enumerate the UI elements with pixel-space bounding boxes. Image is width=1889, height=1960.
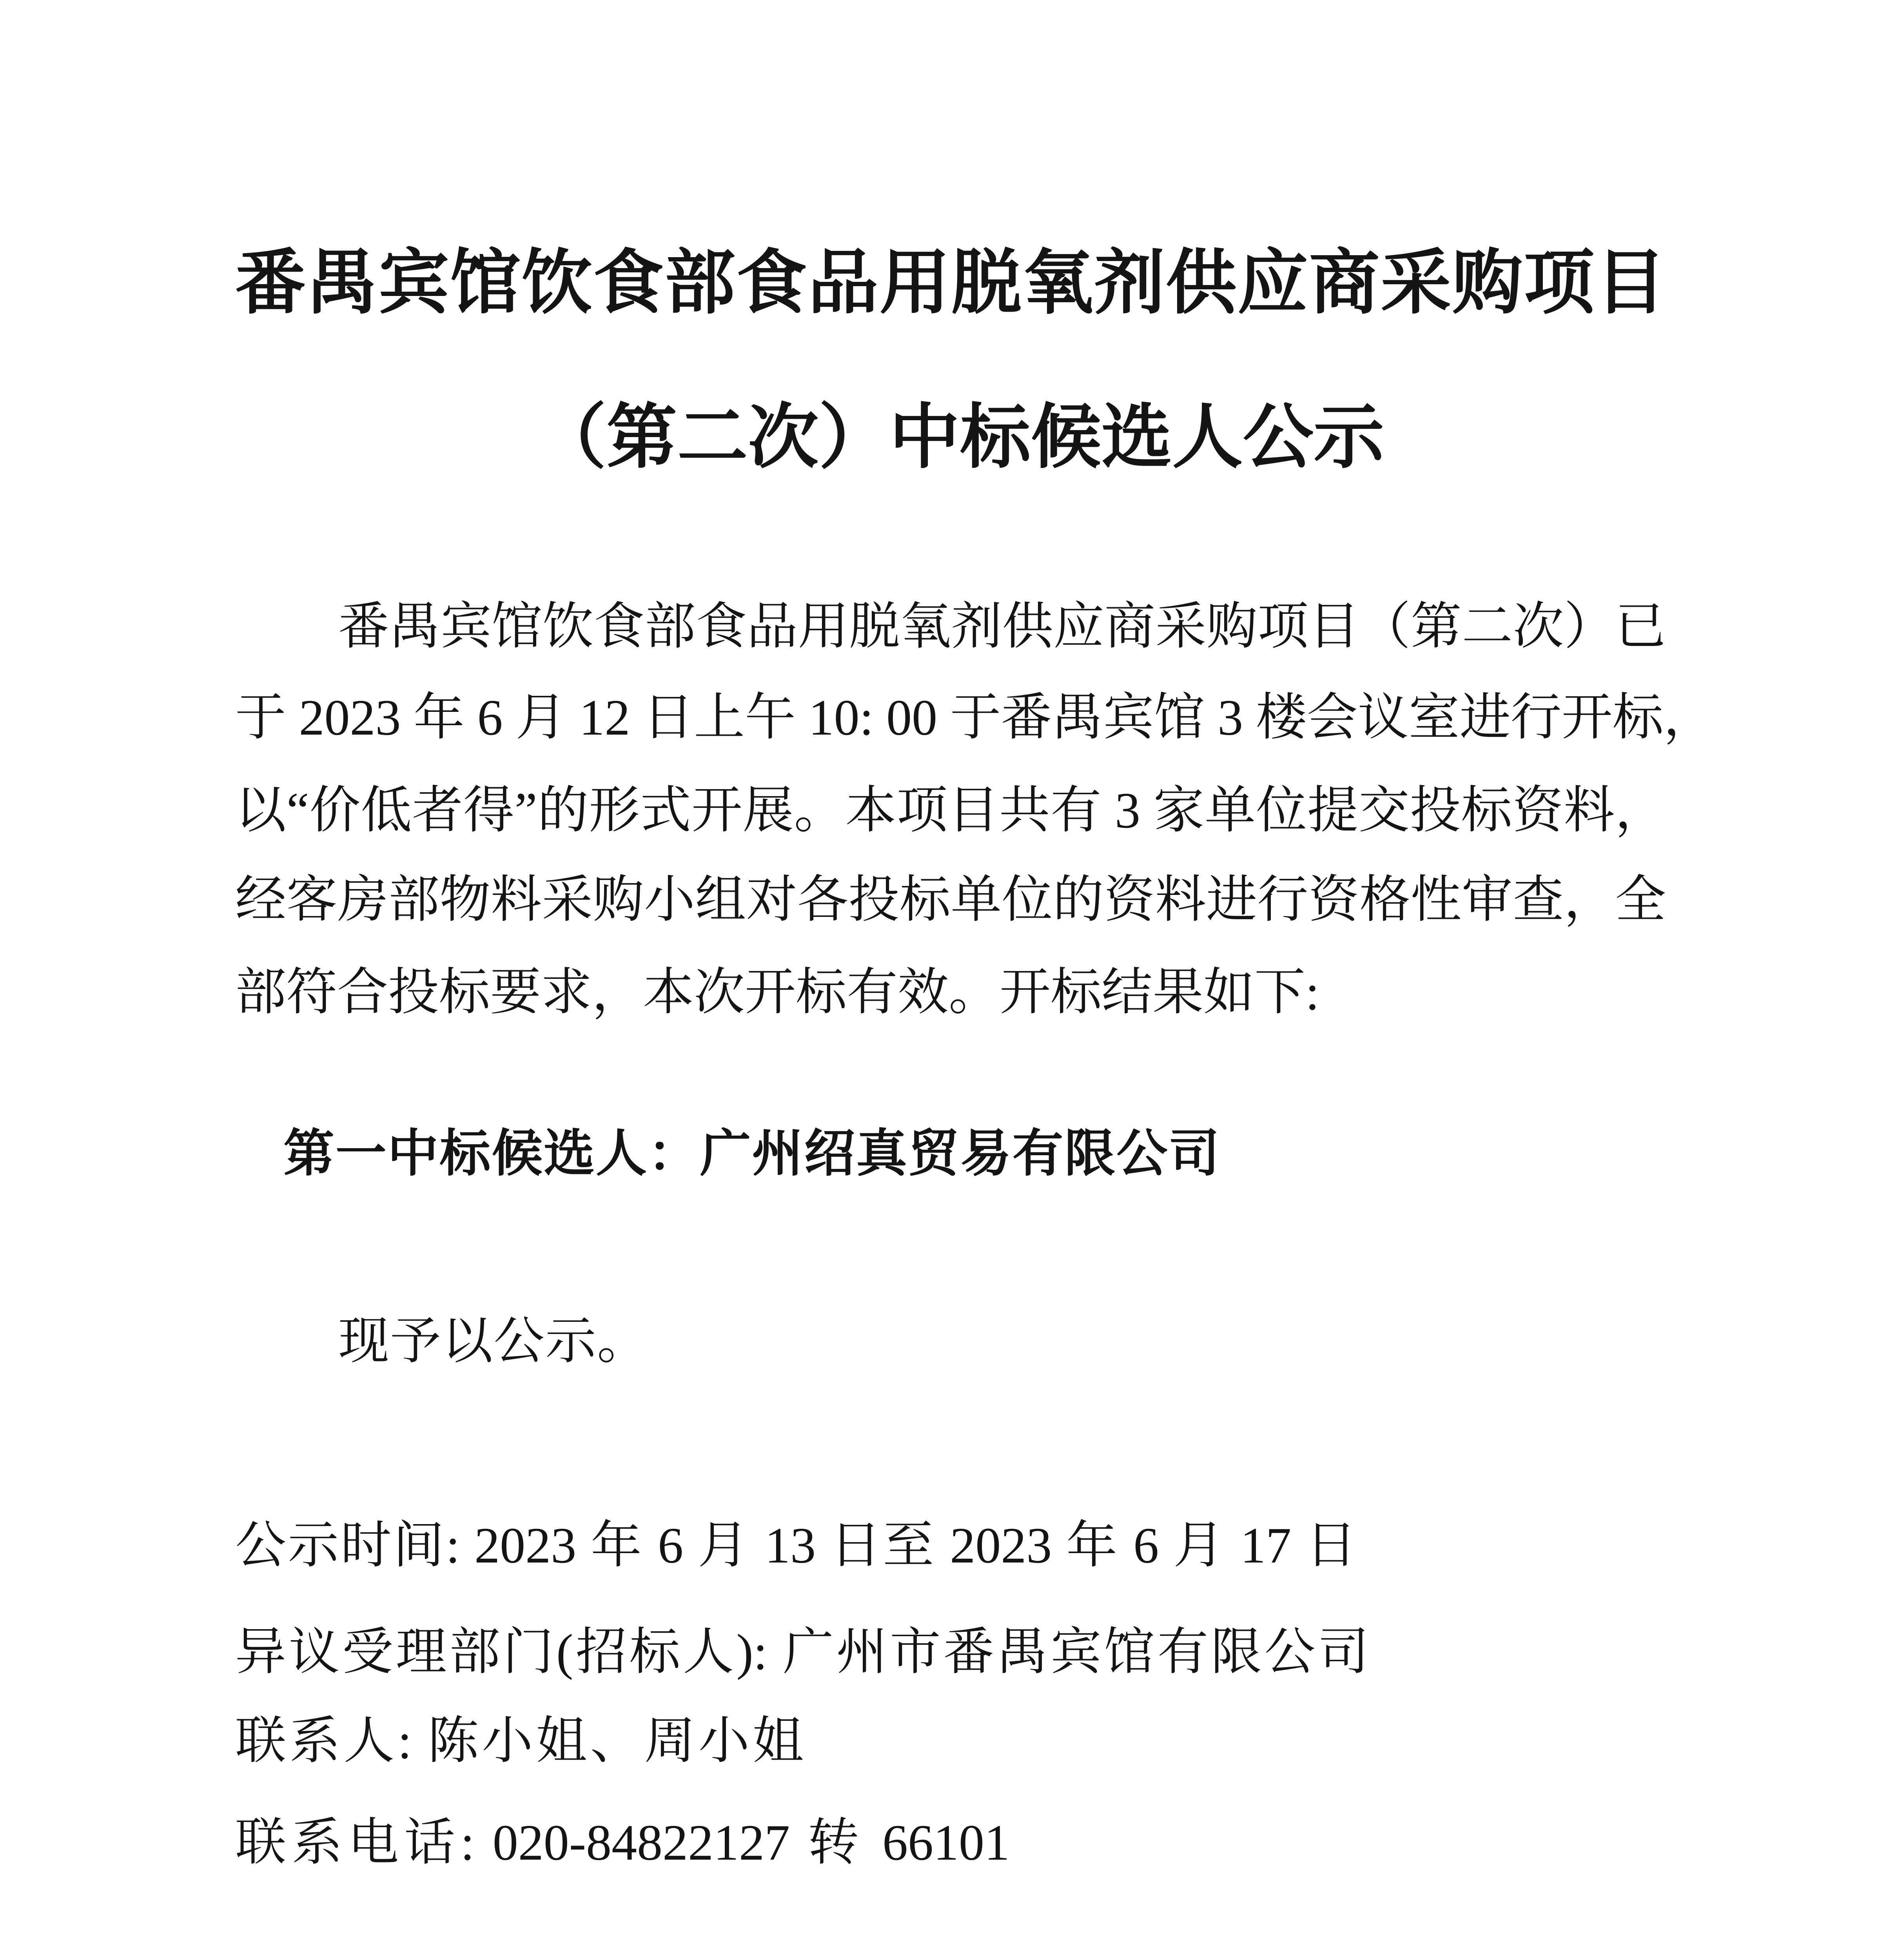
body-line: 以“价低者得”的形式开展。本项目共有 3 家单位提交投标资料， xyxy=(235,782,1666,839)
title-line-1: 番禺宾馆饮食部食品用脱氧剂供应商采购项目 xyxy=(235,244,1666,322)
body-line: 部符合投标要求，本次开标有效。开标结果如下: xyxy=(235,964,1320,1021)
publicity-period: 公示时间: 2023 年 6 月 13 日至 2023 年 6 月 17 日 xyxy=(235,1517,1357,1574)
contact-phone: 联系电话: 020-84822127 转 66101 xyxy=(235,1815,1010,1871)
body-line: 于 2023 年 6 月 12 日上午 10: 00 于番禺宾馆 3 楼会议室进行开标， xyxy=(235,690,1715,746)
announce-text: 现予以公示。 xyxy=(338,1313,649,1370)
title-line-2: （第二次）中标候选人公示 xyxy=(536,399,1384,477)
first-candidate: 第一中标候选人：广州绍真贸易有限公司 xyxy=(283,1126,1219,1182)
body-line: 经客房部物料采购小组对各投标单位的资料进行资格性审查，全 xyxy=(235,872,1666,928)
objection-department: 异议受理部门(招标人): 广州市番禺宾馆有限公司 xyxy=(235,1624,1369,1681)
body-line: 番禺宾馆饮食部食品用脱氧剂供应商采购项目（第二次）已 xyxy=(338,599,1666,655)
contact-persons: 联系人: 陈小姐、周小姐 xyxy=(235,1713,804,1769)
